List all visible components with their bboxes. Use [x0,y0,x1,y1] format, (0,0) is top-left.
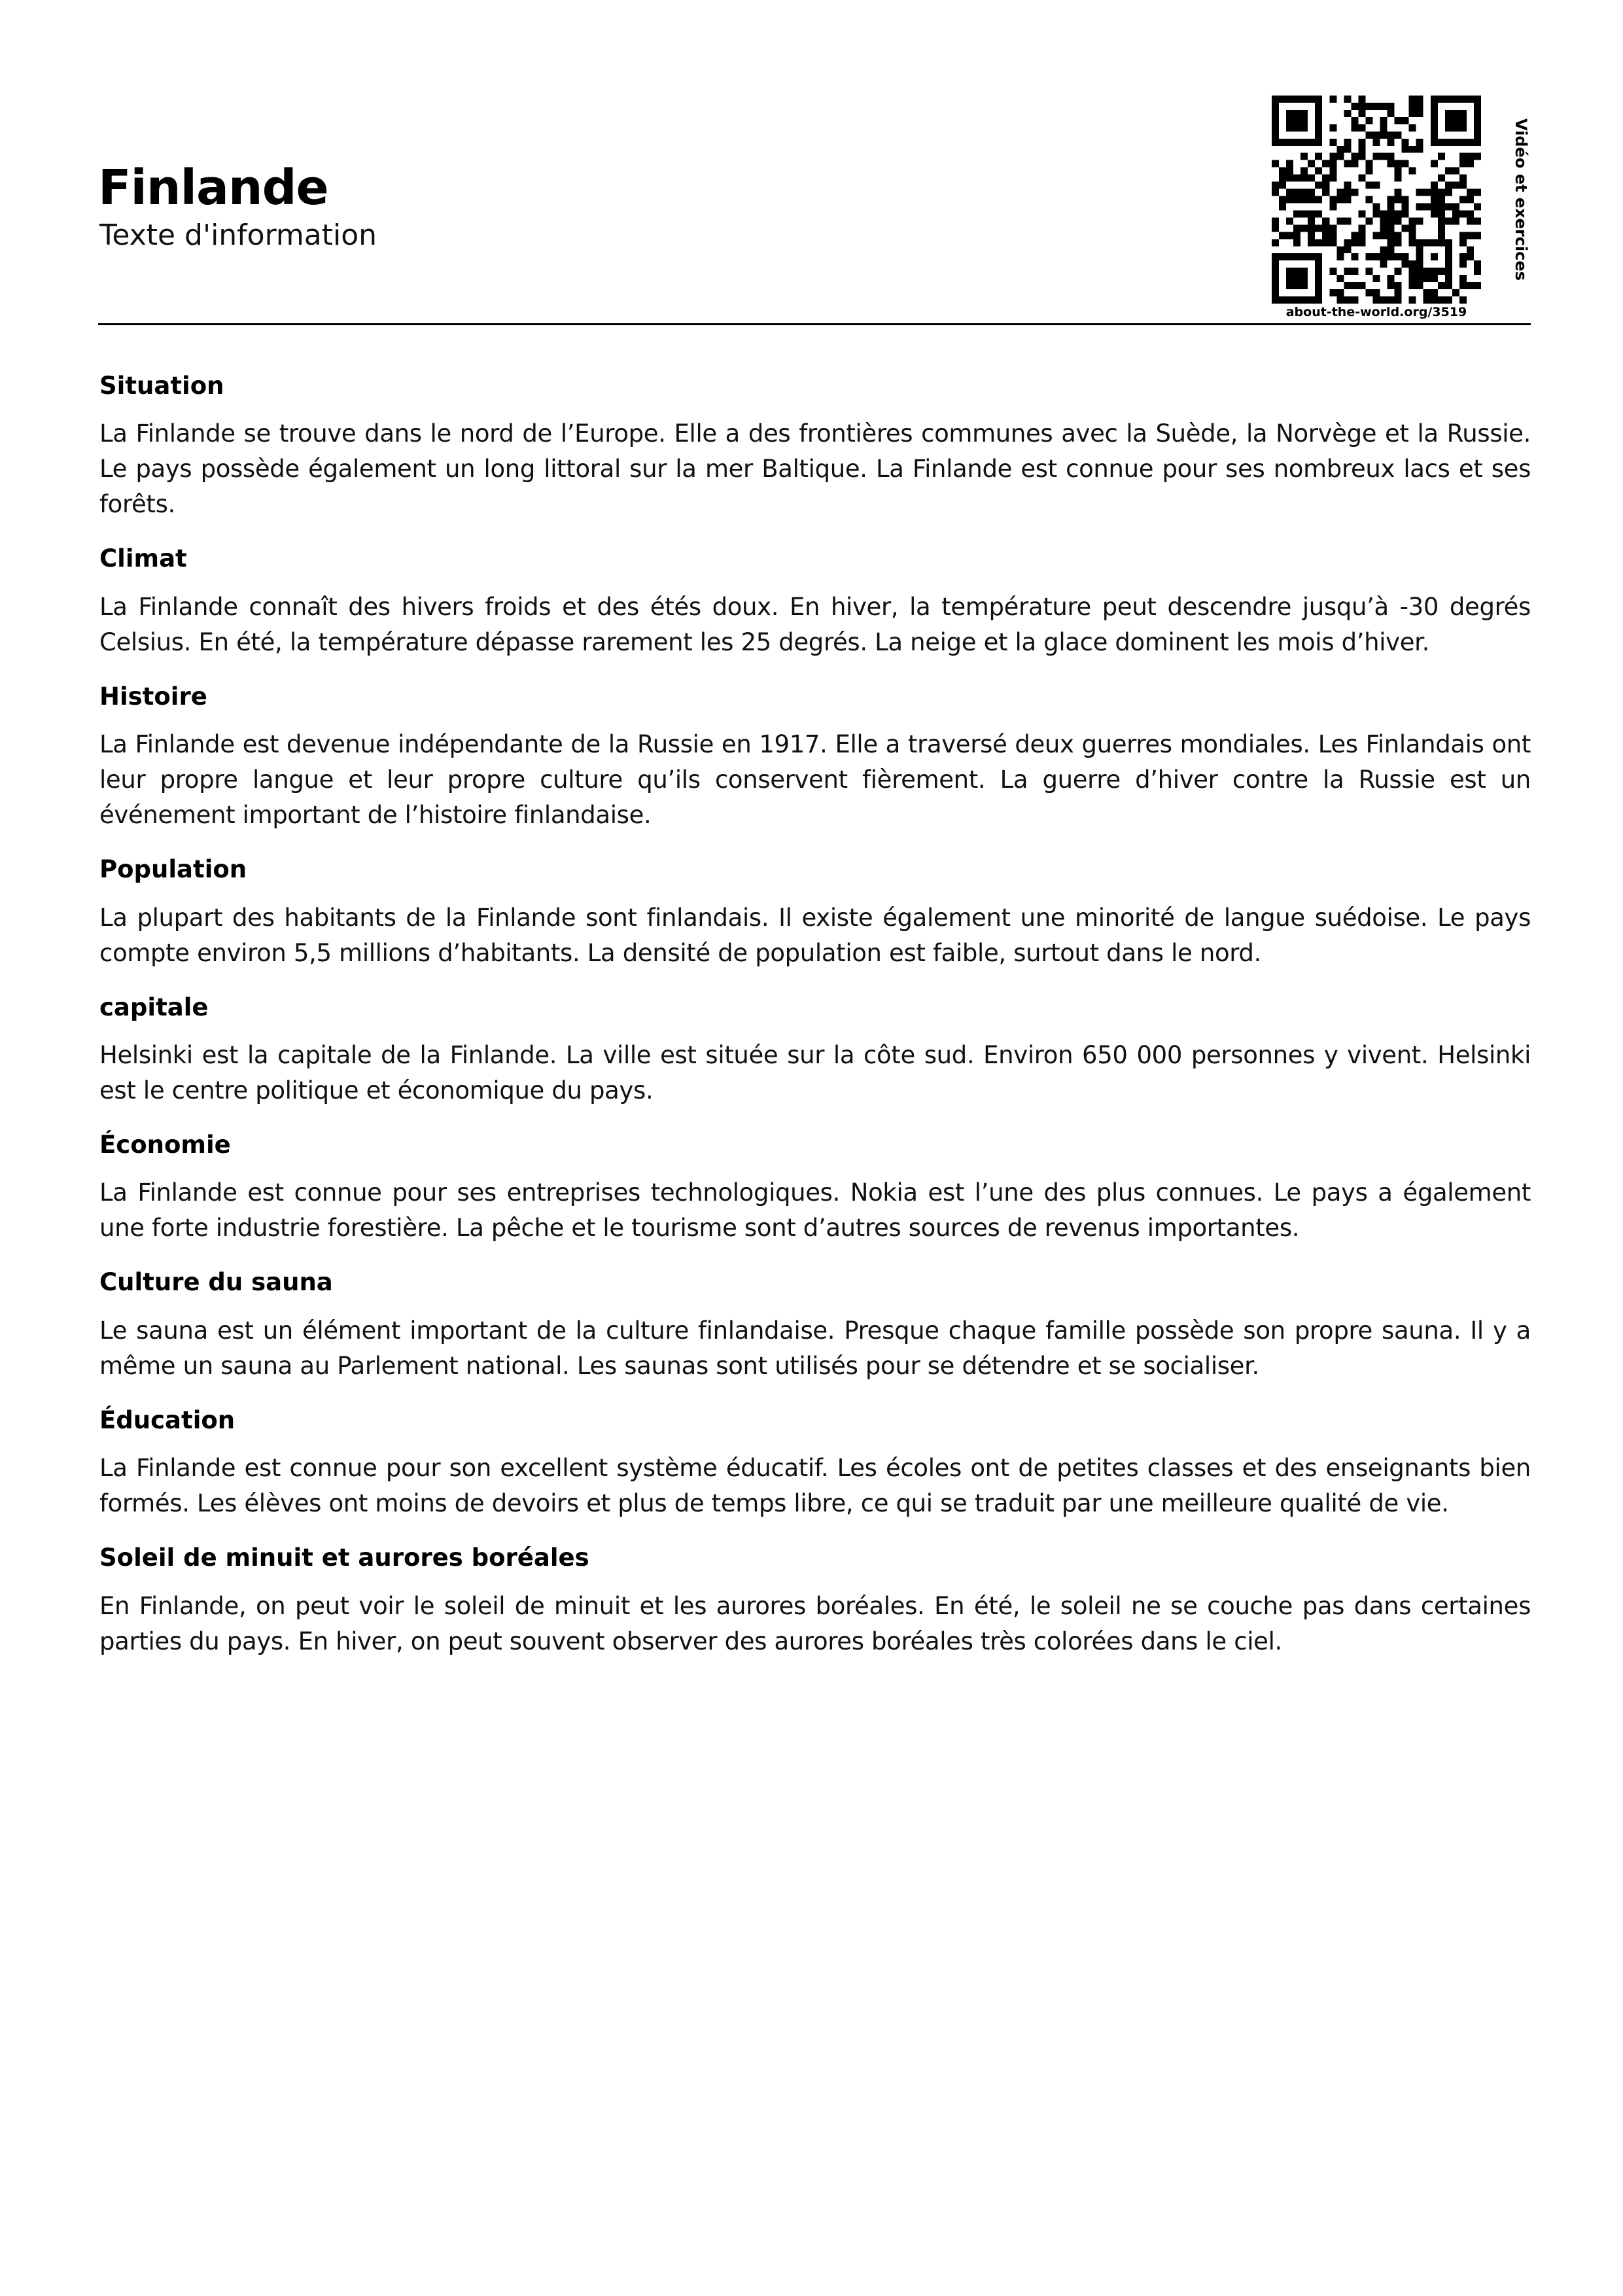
section-text: La Finlande est devenue indépendante de la Russie en 1917. Elle a traversé deux guerres mondiales. Les Finlandais ont leur propre langue et leur propre culture qu’ils conservent fièrement. La guerre d’hiver contre la Russie est un événement important de l’histoire finlandaise. [99,730,1531,830]
section-heading: Soleil de minuit et aurores boréales [99,1544,589,1572]
section-economie [99,1131,1531,1246]
qr-side-caption [1511,96,1531,304]
section-text: La Finlande est connue pour son excellent système éducatif. Les écoles ont de petites classes et des enseignants bien formés. Les élèves ont moins de devoirs et plus de temps libre, ce qui se traduit par une meilleure qualité de vie. [99,1454,1531,1518]
section-heading: Population [99,855,247,884]
section-heading: capitale [99,993,209,1021]
qr-code-icon[interactable] [1272,96,1481,304]
qr-url-link[interactable]: about-the-world.org/3519 [1285,305,1467,319]
section-text: La plupart des habitants de la Finlande sont finlandais. Il existe également une minorité de langue suédoise. Le pays compte environ 5,5 millions d’habitants. La densité de population est faible, surtout dans le nord. [99,903,1531,967]
qr-caption-text: Vidéo et exercices [1512,118,1530,281]
section-text: Helsinki est la capitale de la Finlande. La ville est située sur la côte sud. Environ 650 000 personnes y vivent. Helsinki est le centre politique et économique du pays. [99,1040,1531,1104]
page-subtitle: Texte d'information [99,219,377,252]
section-culture-du-sauna [99,1268,1531,1383]
section-heading: Climat [99,544,187,573]
section-histoire [99,682,1531,833]
section-text: La Finlande se trouve dans le nord de l’Europe. Elle a des frontières communes avec la Suède, la Norvège et la Russie. Le pays possède également un long littoral sur la mer Baltique. La Finlande est connue pour ses nombreux lacs et ses forêts. [99,419,1531,519]
section-capitale [99,993,1531,1108]
section-heading: Culture du sauna [99,1268,333,1297]
section-climat [99,544,1531,660]
section-education [99,1406,1531,1521]
section-situation [99,372,1531,522]
section-population [99,855,1531,970]
section-heading: Histoire [99,682,207,711]
page-title: Finlande [98,160,328,216]
header-divider [98,323,1531,325]
section-text: Le sauna est un élément important de la culture finlandaise. Presque chaque famille possède son propre sauna. Il y a même un sauna au Parlement national. Les saunas sont utilisés pour se détendre et se socialiser. [99,1316,1531,1380]
section-text: La Finlande connaît des hivers froids et des étés doux. En hiver, la température peut descendre jusqu’à -30 degrés Celsius. En été, la température dépasse rarement les 25 degrés. La neige et la glace dominent les mois d’hiver. [99,592,1531,656]
document-body [99,372,1531,1682]
section-heading: Éducation [99,1405,236,1434]
section-text: La Finlande est connue pour ses entreprises technologiques. Nokia est l’une des plus connues. Le pays a également une forte industrie forestière. La pêche et le tourisme sont d’autres sources de revenus importantes. [99,1178,1531,1243]
section-heading: Situation [99,372,224,400]
section-soleil-de-minuit [99,1544,1531,1659]
section-heading: Économie [99,1130,231,1159]
section-text: En Finlande, on peut voir le soleil de minuit et les aurores boréales. En été, le soleil ne se couche pas dans certaines parties du pays. En hiver, on peut souvent observer des aurores boréales très colorées dans le ciel. [99,1591,1531,1655]
